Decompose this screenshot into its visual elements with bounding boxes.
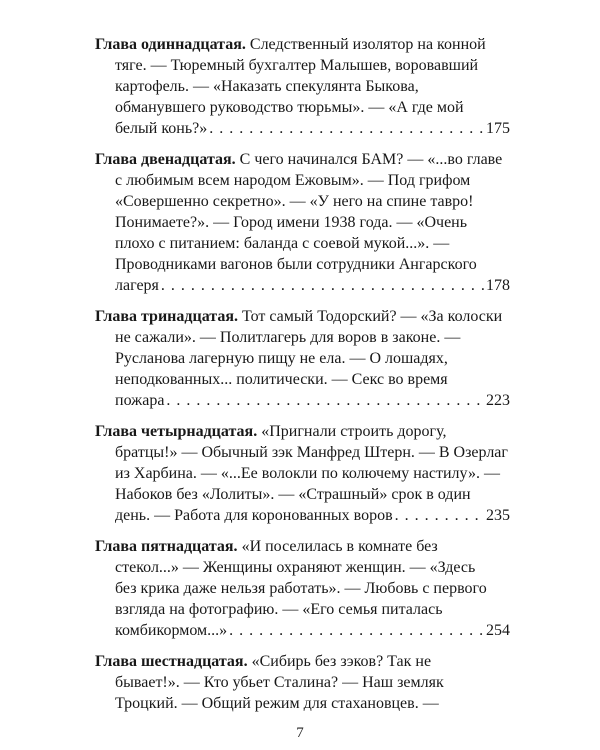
- toc-line: неподкованных... политически. — Секс во время: [115, 371, 448, 388]
- toc-line: Русланова лагерную пищу не ела. — О лошадях,: [115, 350, 448, 367]
- chapter-page-number: 223: [486, 392, 510, 409]
- chapter-summary-end: пожара: [115, 392, 165, 409]
- toc-entry-chapter-11: [95, 34, 510, 139]
- chapter-summary-end: лагеря: [115, 277, 159, 294]
- toc-line: [115, 275, 510, 296]
- toc-line: обманувшего руководство тюрьмы». — «А где мой: [115, 99, 464, 116]
- table-of-contents: [95, 34, 510, 724]
- toc-line: тяге. — Тюремный бухгалтер Малышев, воровавший: [115, 57, 479, 74]
- toc-line: взгляда на фотографию. — «Его семья питалась: [115, 601, 443, 618]
- chapter-summary: «Пригнали строить дорогу,: [261, 423, 447, 440]
- chapter-page-number: 254: [486, 622, 510, 639]
- toc-line: Троцкий. — Общий режим для стахановцев. —: [115, 695, 439, 712]
- toc-line: [115, 505, 510, 526]
- toc-line: «Совершенно секретно». — «У него на спине тавро!: [115, 193, 474, 210]
- toc-line: [95, 149, 510, 170]
- chapter-title: Глава четырнадцатая.: [95, 423, 258, 440]
- chapter-summary: Тот самый Тодорский? — «За колоски: [242, 308, 503, 325]
- toc-line: бывает!». — Кто убьет Сталина? — Наш земляк: [115, 674, 444, 691]
- chapter-title: Глава двенадцатая.: [95, 151, 236, 168]
- dot-leader: [395, 505, 484, 526]
- chapter-page-number: 178: [486, 277, 510, 294]
- toc-line: [95, 651, 510, 672]
- toc-line: без крика даже нельзя работать». — Любовь с первого: [115, 580, 487, 597]
- toc-line: Понимаете?». — Город имени 1938 года. — «Очень: [115, 214, 468, 231]
- chapter-page-number: 235: [486, 507, 510, 524]
- toc-line: [95, 306, 510, 327]
- toc-line: братцы!» — Обычный зэк Манфред Штерн. — В Озерлаг: [115, 444, 508, 461]
- toc-line: [115, 620, 510, 641]
- chapter-summary: «Сибирь без зэков? Так не: [251, 653, 432, 670]
- dot-leader: [161, 275, 484, 296]
- toc-entry-chapter-14: [95, 421, 510, 526]
- toc-line: из Харбина. — «...Ее волокли по колючему настилу». —: [115, 465, 500, 482]
- toc-entry-chapter-16: [95, 651, 510, 714]
- folio-page-number: 7: [296, 725, 304, 741]
- chapter-page-number: 175: [486, 120, 510, 137]
- toc-line: [115, 118, 510, 139]
- toc-entry-chapter-12: [95, 149, 510, 296]
- chapter-title: Глава одиннадцатая.: [95, 36, 246, 53]
- chapter-summary-end: белый конь?»: [115, 120, 208, 137]
- chapter-summary-end: комбикормом...»: [115, 622, 228, 639]
- dot-leader: [166, 390, 484, 411]
- toc-line: Набоков без «Лолиты». — «Страшный» срок в один: [115, 486, 471, 503]
- dot-leader: [229, 620, 484, 641]
- toc-entry-chapter-15: [95, 536, 510, 641]
- toc-line: [95, 536, 510, 557]
- dot-leader: [209, 118, 484, 139]
- toc-line: не сажали». — Политлагерь для воров в законе. —: [115, 329, 461, 346]
- toc-line: стекол...» — Женщины охраняют женщин. — «Здесь: [115, 559, 476, 576]
- chapter-summary: Следственный изолятор на конной: [249, 36, 486, 53]
- chapter-summary: С чего начинался БАМ? — «...во главе: [239, 151, 503, 168]
- toc-line: [95, 34, 510, 55]
- chapter-title: Глава тринадцатая.: [95, 308, 238, 325]
- chapter-title: Глава шестнадцатая.: [95, 653, 248, 670]
- toc-entry-chapter-13: [95, 306, 510, 411]
- chapter-summary: «И поселилась в комнате без: [241, 538, 438, 555]
- chapter-title: Глава пятнадцатая.: [95, 538, 238, 555]
- chapter-summary-end: день. — Работа для коронованных воров: [115, 507, 393, 524]
- toc-line: [115, 390, 510, 411]
- toc-line: плохо с питанием: баланда с соевой мукой...». —: [115, 235, 450, 252]
- toc-line: [95, 421, 510, 442]
- toc-line: картофель. — «Наказать спекулянта Быкова,: [115, 78, 419, 95]
- toc-line: с любимым всем народом Ежовым». — Под грифом: [115, 172, 471, 189]
- toc-line: Проводниками вагонов были сотрудники Ангарского: [115, 256, 477, 273]
